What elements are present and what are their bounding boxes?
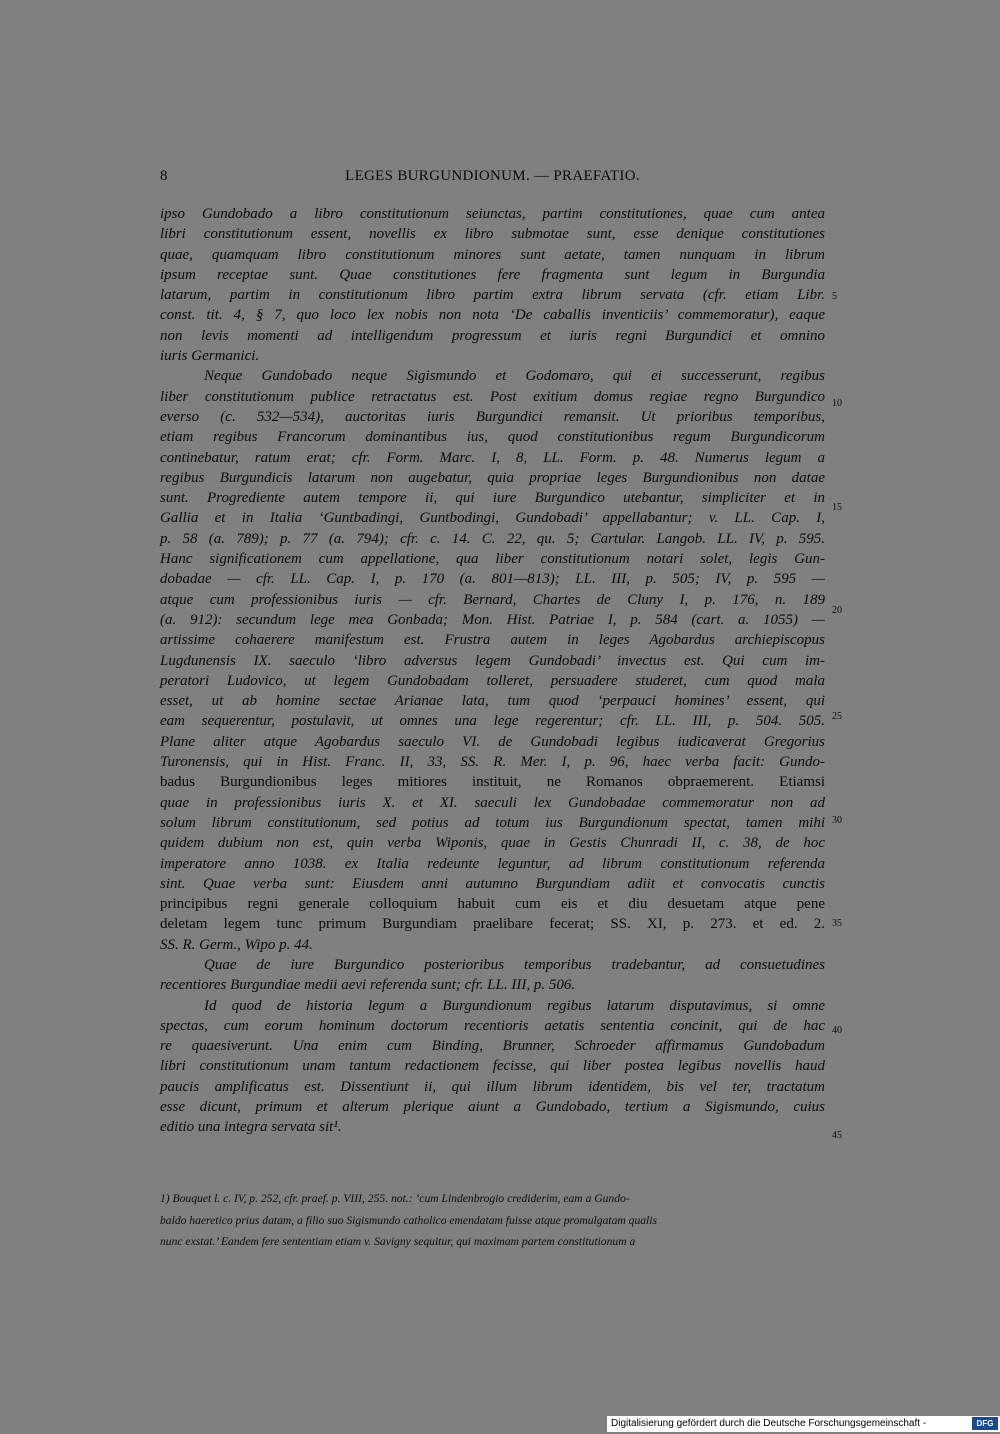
- text-line: Plane aliter atque Agobardus saeculo VI. de Gundobadi legibus iudicaverat Gregorius: [160, 733, 825, 750]
- line-number: 25: [832, 711, 842, 722]
- text-line: Id quod de historia legum a Burgundionum regibus latarum disputavimus, si omne: [204, 997, 825, 1014]
- text-line: re quaesiverunt. Una enim cum Binding, Brunner, Schroeder affirmamus Gundobadum: [160, 1038, 825, 1055]
- text-line: (a. 912): secundum lege mea Gonbada; Mon. Hist. Patriae I, p. 584 (cart. a. 1055) —: [160, 611, 825, 628]
- text-line: quidem dubium non est, quin verba Wiponis, quae in Gestis Chunradi II, c. 38, de hoc: [160, 835, 825, 852]
- text-line: everso (c. 532—534), auctoritas iuris Burgundici remansit. Ut prioribus temporibus,: [160, 408, 825, 425]
- line-number: 10: [832, 398, 842, 409]
- running-title: LEGES BURGUNDIONUM. — PRAEFATIO.: [345, 168, 640, 184]
- line-number: 40: [832, 1025, 842, 1036]
- text-line: imperatore anno 1038. ex Italia redeunte leguntur, ad librum constitutionum referenda: [160, 855, 825, 872]
- footnote: [160, 1188, 825, 1253]
- text-line: libri constitutionum essent, novellis ex libro submotae sunt, esse denique constitutiones: [160, 226, 825, 243]
- text-line: esset, ut ab homine sectae Arianae lata, tum quod ‘perpauci homines’ essent, qui: [160, 693, 825, 710]
- text-line: Lugdunensis IX. saeculo ‘libro adversus legem Gundobadi’ invectus est. Qui cum im-: [160, 652, 825, 669]
- text-line: SS. R. Germ., Wipo p. 44.: [160, 936, 313, 953]
- text-line: ipso Gundobado a libro constitutionum seiunctas, partim constitutiones, quae cum antea: [160, 206, 825, 222]
- funding-text: Digitalisierung gefördert durch die Deutsche Forschungsgemeinschaft -: [611, 1418, 927, 1429]
- text-line: Gallia et in Italia ‘Guntbadingi, Guntbodingi, Gundobadi’ appellabantur; v. LL. Cap. I,: [160, 510, 825, 527]
- text-line: eam sequerentur, postulavit, ut omnes una lege regerentur; cfr. LL. III, p. 504. 505.: [160, 713, 825, 730]
- text-line: Turonensis, qui in Hist. Franc. II, 33, SS. R. Mer. I, p. 96, haec verba facit: Gundo-: [160, 754, 825, 771]
- text-line: regibus Burgundicis latarum non augebatur, quia propriae leges Burgundionibus non datae: [160, 469, 825, 486]
- funding-footer: [607, 1416, 1000, 1432]
- text-line: liber constitutionum publice retractatus est. Post exitium domus regiae regno Burgundico: [160, 388, 825, 405]
- text-line: etiam regibus Francorum dominantibus ius, quod constitutionibus regum Burgundicorum: [160, 429, 825, 446]
- main-text: [160, 204, 825, 1138]
- text-line: ipsum receptae sunt. Quae constitutiones fere fragmenta sunt legum in Burgundia: [160, 266, 825, 283]
- footnote-line: nunc exstat.’ Eandem fere sententiam etiam v. Savigny sequitur, qui maximam partem constitutionum a: [160, 1235, 636, 1248]
- text-line: libri constitutionum unam tantum redactionem fecisse, qui liber postea legibus novellis haud: [160, 1058, 825, 1075]
- line-number: 35: [832, 918, 842, 929]
- text-line: const. tit. 4, § 7, quo loco lex nobis non nota ‘De caballis inventiciis’ commemoratur), eaque: [160, 307, 825, 324]
- text-line: Quae de iure Burgundico posterioribus temporibus tradebantur, ad consuetudines: [204, 956, 825, 973]
- line-number: 30: [832, 815, 842, 826]
- text-line: artissime cohaerere manifestum est. Frustra autem in leges Agobardus archiepiscopus: [160, 632, 825, 649]
- text-line: paucis amplificatus est. Dissentiunt ii, qui illum librum identidem, bis vel ter, tractatum: [160, 1078, 825, 1095]
- text-line: spectas, cum eorum hominum doctorum recentioris aetatis sententia concinit, qui de hac: [160, 1017, 825, 1034]
- text-line: atque cum professionibus iuris — cfr. Bernard, Chartes de Cluny I, p. 176, n. 189: [160, 591, 825, 608]
- text-line: esse dicunt, primum et alterum plerique aiunt a Gundobado, tertium a Sigismundo, cuius: [160, 1099, 825, 1116]
- text-line: iuris Germanici.: [160, 348, 260, 365]
- text-line: Neque Gundobado neque Sigismundo et Godomaro, qui ei successerunt, regibus: [204, 368, 825, 385]
- text-line: Hanc significationem cum appellatione, qua liber constitutionum notari solet, legis Gun-: [160, 551, 825, 568]
- text-line: solum librum constitutionum, sed potius ad totum ius Burgundionum spectat, tamen mihi: [160, 814, 825, 831]
- text-line: recentiores Burgundiae medii aevi referenda sunt; cfr. LL. III, p. 506.: [160, 977, 576, 994]
- text-line: principibus regni generale colloquium habuit cum eis et diu desuetam atque pene: [160, 896, 825, 913]
- dfg-logo: DFG: [972, 1417, 998, 1430]
- text-line: quae, quamquam libro constitutionum minores sunt aetate, tamen nunquam in librum: [160, 246, 825, 263]
- text-line: continebatur, ratum erat; cfr. Form. Marc. I, 8, LL. Form. p. 48. Numerus legum a: [160, 449, 825, 466]
- text-line: latarum, partim in constitutionum libro partim extra librum servata (cfr. etiam Libr.: [160, 287, 825, 304]
- line-number: 45: [832, 1130, 842, 1141]
- text-line: peratori Ludovico, ut legem Gundobadam tolleret, persuadere studeret, cum quod mala: [160, 672, 825, 689]
- text-line: p. 58 (a. 789); p. 77 (a. 794); cfr. c. 14. C. 22, qu. 5; Cartular. Langob. LL. IV, p. 595.: [160, 530, 825, 547]
- text-line: dobadae — cfr. LL. Cap. I, p. 170 (a. 801—813); LL. III, p. 505; IV, p. 595 —: [160, 571, 825, 588]
- text-line: sunt. Progrediente autem tempore ii, qui iure Burgundico utebantur, simpliciter et in: [160, 490, 825, 507]
- page-number: 8: [160, 168, 168, 184]
- text-line: editio una integra servata sit¹.: [160, 1119, 342, 1136]
- footnote-line: 1) Bouquet l. c. IV, p. 252, cfr. praef. p. VIII, 255. not.: ‘cum Lindenbrogio crediderim, eam a Gundo-: [160, 1192, 630, 1205]
- line-number: 15: [832, 502, 842, 513]
- footnote-line: baldo haeretico prius datam, a filio suo Sigismundo catholico emendatam fuisse atque promulgatam qualis: [160, 1213, 658, 1227]
- running-header: [160, 168, 825, 188]
- line-number: 5: [832, 291, 837, 302]
- line-number: 20: [832, 605, 842, 616]
- text-line: sint. Quae verba sunt: Eiusdem anni autumno Burgundiam adiit et convocatis cunctis: [160, 875, 825, 892]
- text-line: deletam legem tunc primum Burgundiam praelibare fecerat; SS. XI, p. 273. et ed. 2.: [160, 916, 825, 933]
- text-line: non levis momenti ad intelligendum progressum et iuris regni Burgundici et omnino: [160, 327, 825, 344]
- text-line: quae in professionibus iuris X. et XI. saeculi lex Gundobadae commemoratur non ad: [160, 794, 825, 811]
- text-line: badus Burgundionibus leges mitiores instituit, ne Romanos obpraemerent. Etiamsi: [160, 774, 825, 791]
